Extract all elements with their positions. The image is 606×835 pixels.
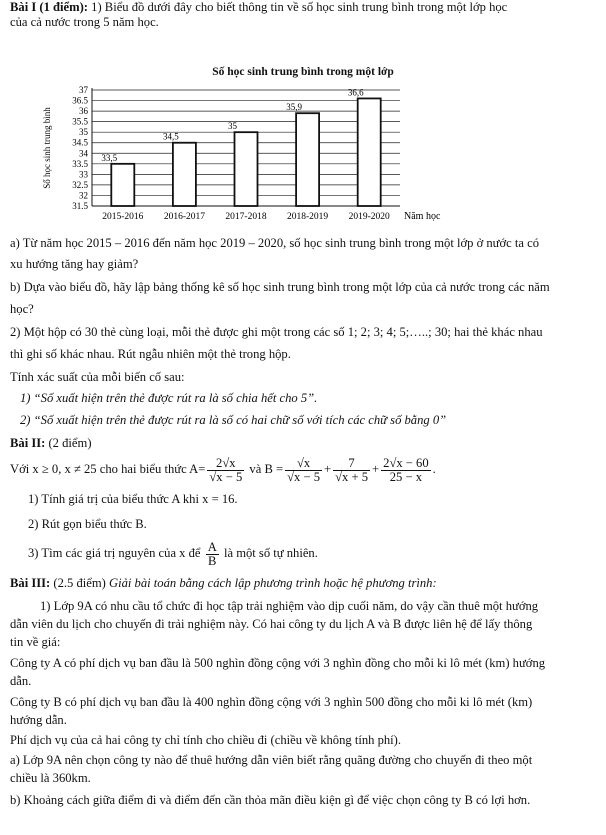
q1-part-b-line-1: b) Dựa vào biểu đồ, hãy lập bảng thống kê số học sinh trung bình trong một lớp của cả nước trong các năm	[10, 280, 550, 294]
q2-points: (2 điểm)	[45, 436, 92, 450]
y-tick-label: 32.5	[72, 179, 88, 190]
expr-b-term-1	[285, 457, 322, 484]
y-tick-label: 36.5	[72, 95, 88, 106]
y-tick-label: 37	[79, 85, 88, 95]
q1-intro-line-1	[10, 0, 598, 15]
q3-line-10: chiều là 360km.	[10, 771, 91, 785]
q3-heading: Bài III:	[10, 576, 51, 590]
q1-intro-line-2: của cả nước trong 5 năm học.	[10, 15, 159, 29]
expr-b-term-2	[333, 457, 370, 484]
x-tick-label: 2019-2020	[348, 212, 390, 222]
q3-line-9: a) Lớp 9A nên chọn công ty nào để thuê hướng dẫn viên biết rằng quãng đường cho chuyến đi theo một	[10, 753, 533, 767]
expr-b-term-3-numerator: 2√x − 60	[383, 455, 429, 470]
q3-task: Giải bài toán bằng cách lập phương trình hoặc hệ phương trình:	[109, 576, 437, 590]
q3-line-7: hướng dẫn.	[10, 713, 67, 727]
expr-a-fraction	[207, 457, 244, 484]
y-axis-label: Số học sinh trung bình	[42, 107, 52, 189]
q2-sub-3-text: 3) Tìm các giá trị nguyên của x để	[28, 546, 201, 560]
q1-event-2: 2) “Số xuất hiện trên thẻ được rút ra là số có hai chữ số với tích các chữ số bằng 0”	[20, 413, 447, 427]
q2-heading: Bài II:	[10, 436, 46, 450]
q2-sub-2: 2) Rút gọn biểu thức B.	[28, 517, 147, 531]
y-tick-label: 34.5	[72, 137, 88, 148]
q3-line-2: dẫn viên du lịch cho chuyến đi trải nghiệm này. Có hai công ty du lịch A và B được liên hệ để lấy thông	[10, 617, 533, 631]
q3-line-3: tin về giá:	[10, 635, 61, 649]
bar	[296, 113, 319, 206]
data-label: 34,5	[163, 131, 179, 142]
q3-line-1: 1) Lớp 9A có nhu cầu tổ chức đi học tập trải nghiệm vào dịp cuối năm, do vậy cần thuê một hướng	[40, 599, 539, 613]
q1-heading: Bài I (1 điểm):	[10, 0, 89, 14]
chart-title: Số học sinh trung bình trong một lớp	[212, 66, 394, 78]
data-label: 35,9	[286, 102, 302, 113]
bar	[358, 98, 381, 206]
expr-b-term-3	[381, 457, 431, 484]
and-word: và	[249, 462, 262, 476]
expr-b-term-3-denominator: 25 − x	[389, 469, 423, 484]
a-over-b-numerator: A	[207, 539, 217, 554]
q3-line-11: b) Khoảng cách giữa điểm đi và điểm đến cần thỏa mãn điều kiện gì để việc chọn công ty B có lợi hơn.	[10, 793, 531, 807]
x-tick-label: 2017-2018	[225, 212, 267, 222]
bar-chart	[0, 82, 606, 232]
y-tick-label: 36	[79, 106, 88, 117]
q1-part-a-line-2: xu hướng tăng hay giảm?	[10, 257, 139, 271]
expr-a-denominator: √x − 5	[209, 469, 243, 484]
q3-line-8: Phí dịch vụ của cả hai công ty chỉ tính cho chiều đi (chiều về không tính phí).	[10, 733, 402, 747]
bar	[235, 132, 258, 206]
y-tick-label: 32	[79, 190, 88, 201]
q3-line-5: dẫn.	[10, 674, 32, 688]
q1-part-b-line-2: học?	[10, 302, 34, 316]
data-label: 33,5	[101, 152, 118, 163]
x-tick-label: 2018-2019	[287, 212, 329, 222]
q2-expressions	[10, 454, 598, 486]
q1-p2-line-3: Tính xác suất của mỗi biến cố sau:	[10, 370, 185, 384]
expr-b-term-1-numerator: √x	[285, 457, 322, 471]
expr-end: .	[432, 462, 436, 476]
x-axis-label: Năm học	[404, 211, 441, 222]
q1-event-1: 1) “Số xuất hiện trên thẻ được rút ra là số chia hết cho 5”.	[20, 391, 318, 405]
y-tick-label: 34	[79, 148, 88, 159]
q3-heading-line	[10, 576, 598, 591]
q3-line-6: Công ty B có phí dịch vụ ban đầu là 400 nghìn đồng cộng với 3 nghìn 500 đồng cho mỗi ki lô mét (km)	[10, 695, 533, 709]
expr-b-term-2-denominator: √x + 5	[335, 469, 369, 484]
expr-a-label: A=	[189, 462, 206, 476]
plus-sign: +	[324, 462, 332, 476]
y-tick-label: 31.5	[72, 201, 88, 211]
expr-b-label: B =	[264, 462, 284, 476]
q2-heading-line	[10, 436, 598, 451]
y-tick-label: 35	[79, 127, 88, 138]
expr-a-numerator: 2√x	[207, 457, 244, 471]
expr-b-term-2-numerator: 7	[333, 457, 370, 471]
expr-b-term-1-denominator: √x − 5	[287, 469, 321, 484]
q2-sub-3	[28, 538, 598, 568]
q2-sub-1: 1) Tính giá trị của biểu thức A khi x = 16.	[28, 492, 238, 506]
bar	[111, 164, 134, 206]
y-tick-label: 33	[79, 169, 88, 180]
data-label: 36,6	[347, 87, 364, 98]
q3-points: (2.5 điểm)	[50, 576, 110, 590]
data-label: 35	[228, 121, 237, 132]
y-tick-label: 33.5	[72, 158, 88, 169]
q2-sub-3-end: là một số tự nhiên.	[223, 546, 318, 560]
q1-intro-text: 1) Biểu đồ dưới đây cho biết thông tin về số học sinh trung bình trong một lớp học	[88, 0, 508, 14]
plus-sign: +	[372, 462, 380, 476]
q1-p2-line-1: 2) Một hộp có 30 thẻ cùng loại, mỗi thẻ được ghi một trong các số 1; 2; 3; 4; 5;…..; 30; hai thẻ khác nhau	[10, 325, 543, 339]
a-over-b-denominator: B	[208, 553, 217, 568]
bar	[173, 143, 196, 206]
q2-condition: Với x ≥ 0, x ≠ 25 cho hai biểu thức	[10, 462, 187, 476]
q1-p2-line-2: thì ghi số khác nhau. Rút ngẫu nhiên một thẻ trong hộp.	[10, 347, 291, 361]
y-tick-label: 35.5	[72, 116, 88, 127]
x-tick-label: 2015-2016	[102, 212, 144, 222]
q3-line-4: Công ty A có phí dịch vụ ban đầu là 500 nghìn đồng cộng với 3 nghìn đồng cho mỗi ki lô mét (km) hướng	[10, 656, 546, 670]
q1-part-a-line-1: a) Từ năm học 2015 – 2016 đến năm học 2019 – 2020, số học sinh trung bình trong một lớp ở nước ta có	[10, 236, 540, 250]
a-over-b-fraction	[206, 541, 219, 568]
x-tick-label: 2016-2017	[163, 212, 205, 222]
